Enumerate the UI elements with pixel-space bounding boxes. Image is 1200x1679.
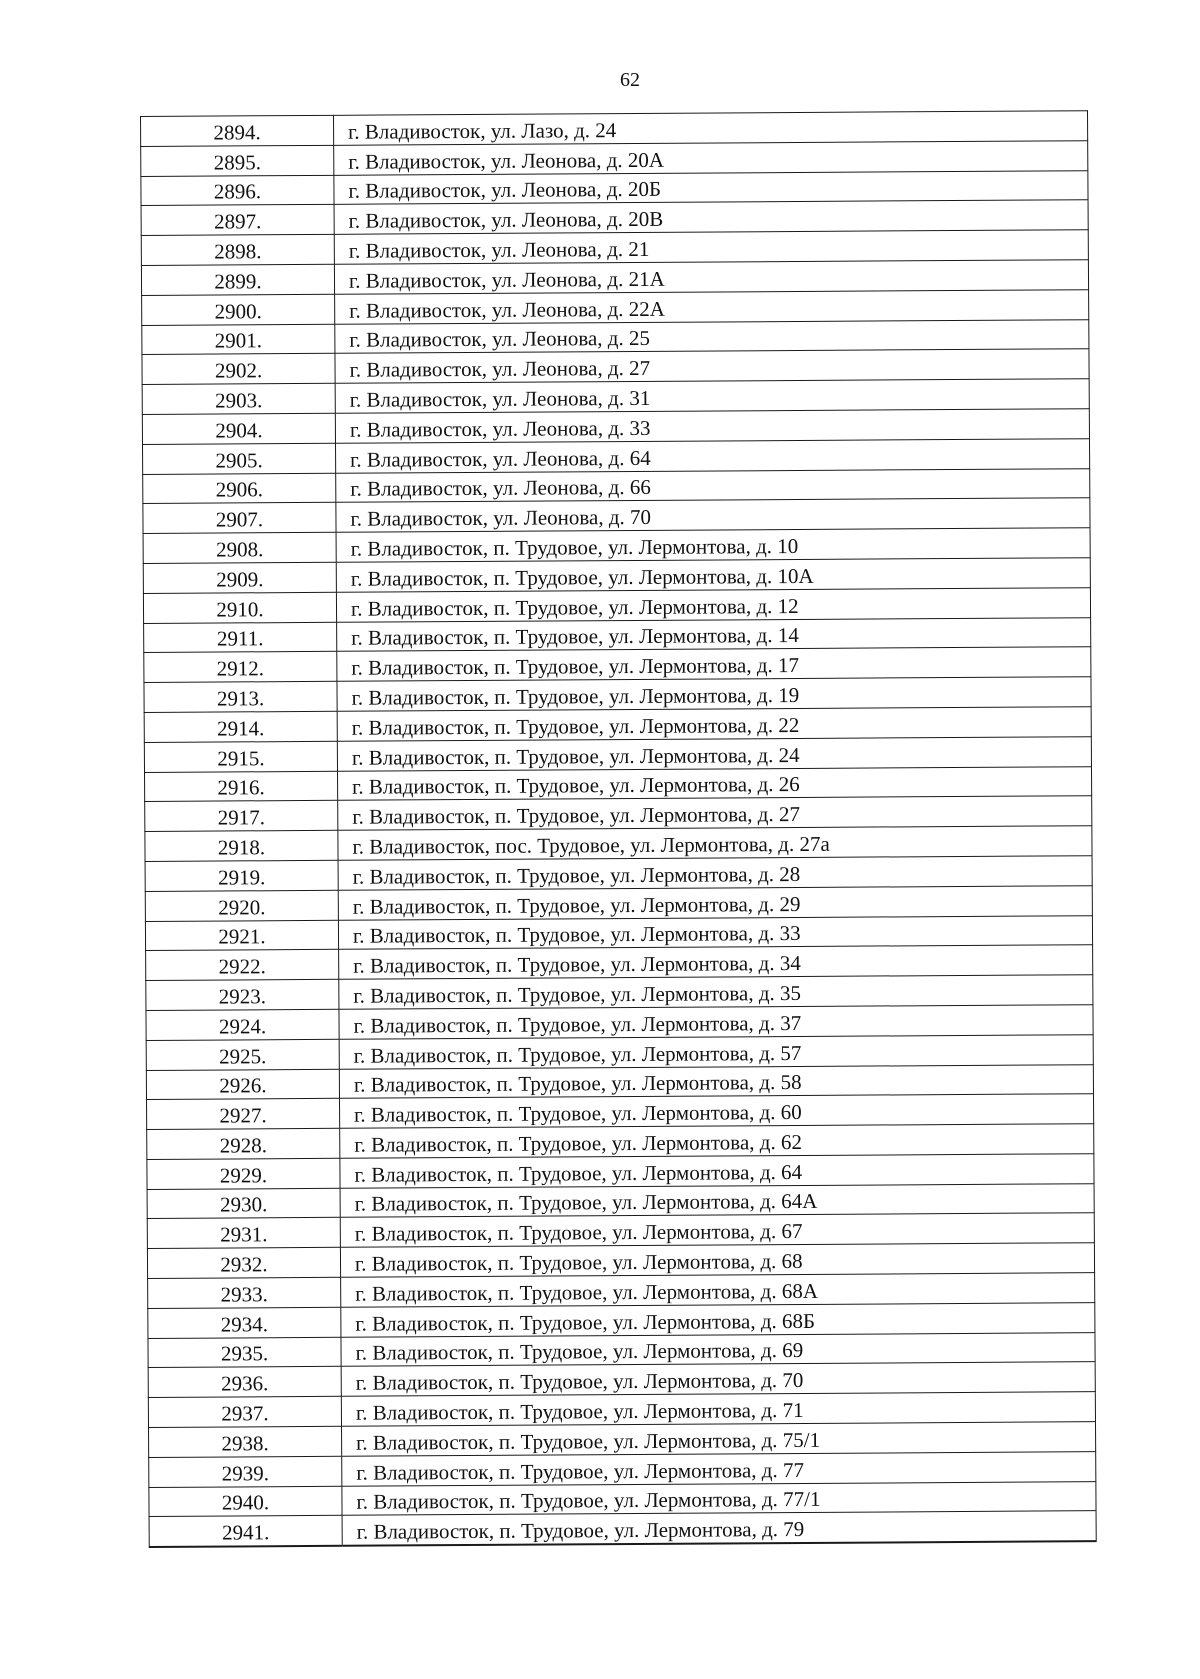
address-cell: г. Владивосток, ул. Леонова, д. 66 — [336, 468, 1090, 502]
row-number-cell: 2917. — [145, 801, 338, 832]
address-cell: г. Владивосток, п. Трудовое, ул. Лермонтова, д. 17 — [337, 647, 1091, 681]
row-number-cell: 2931. — [147, 1218, 340, 1249]
row-number-cell: 2928. — [147, 1128, 340, 1159]
address-cell: г. Владивосток, пос. Трудовое, ул. Лермонтова, д. 27а — [338, 826, 1092, 860]
address-table-body — [141, 111, 1097, 1548]
address-cell: г. Владивосток, п. Трудовое, ул. Лермонтова, д. 70 — [341, 1362, 1095, 1396]
row-number-cell: 2901. — [142, 324, 335, 355]
address-cell: г. Владивосток, п. Трудовое, ул. Лермонтова, д. 29 — [338, 885, 1092, 919]
row-number-cell: 2936. — [148, 1367, 341, 1398]
row-number-cell: 2895. — [141, 145, 334, 176]
address-cell: г. Владивосток, ул. Леонова, д. 31 — [335, 379, 1089, 413]
row-number-cell: 2924. — [146, 1009, 339, 1040]
row-number-cell: 2897. — [141, 205, 334, 236]
address-cell: г. Владивосток, ул. Леонова, д. 27 — [335, 349, 1089, 383]
address-cell: г. Владивосток, п. Трудовое, ул. Лермонтова, д. 77 — [342, 1452, 1096, 1486]
row-number-cell: 2900. — [142, 294, 335, 325]
address-cell: г. Владивосток, п. Трудовое, ул. Лермонтова, д. 10А — [336, 558, 1090, 592]
row-number-cell: 2915. — [144, 741, 337, 772]
row-number-cell: 2923. — [146, 979, 339, 1010]
address-cell: г. Владивосток, п. Трудовое, ул. Лермонтова, д. 35 — [339, 975, 1093, 1009]
address-cell: г. Владивосток, п. Трудовое, ул. Лермонтова, д. 67 — [340, 1213, 1094, 1247]
row-number-cell: 2899. — [141, 264, 334, 295]
row-number-cell: 2908. — [143, 532, 336, 563]
address-cell: г. Владивосток, п. Трудовое, ул. Лермонтова, д. 24 — [337, 736, 1091, 770]
row-number-cell: 2935. — [148, 1337, 341, 1368]
row-number-cell: 2896. — [141, 175, 334, 206]
row-number-cell: 2898. — [141, 235, 334, 266]
row-number-cell: 2919. — [145, 860, 338, 891]
row-number-cell: 2934. — [148, 1307, 341, 1338]
row-number-cell: 2925. — [146, 1039, 339, 1070]
address-cell: г. Владивосток, ул. Леонова, д. 20В — [334, 200, 1088, 234]
address-cell: г. Владивосток, п. Трудовое, ул. Лермонтова, д. 77/1 — [342, 1481, 1096, 1515]
row-number-cell: 2918. — [145, 830, 338, 861]
address-cell: г. Владивосток, п. Трудовое, ул. Лермонтова, д. 33 — [338, 915, 1092, 949]
row-number-cell: 2921. — [145, 920, 338, 951]
address-cell: г. Владивосток, п. Трудовое, ул. Лермонтова, д. 71 — [341, 1392, 1095, 1426]
address-cell: г. Владивосток, п. Трудовое, ул. Лермонтова, д. 64А — [340, 1183, 1094, 1217]
address-cell: г. Владивосток, п. Трудовое, ул. Лермонтова, д. 34 — [339, 945, 1093, 979]
address-cell: г. Владивосток, п. Трудовое, ул. Лермонтова, д. 12 — [336, 587, 1090, 621]
row-number-cell: 2906. — [143, 473, 336, 504]
row-number-cell: 2916. — [145, 771, 338, 802]
address-cell: г. Владивосток, ул. Лазо, д. 24 — [333, 111, 1087, 145]
address-cell: г. Владивосток, ул. Леонова, д. 21 — [334, 230, 1088, 264]
address-cell: г. Владивосток, ул. Леонова, д. 25 — [335, 319, 1089, 353]
address-cell: г. Владивосток, п. Трудовое, ул. Лермонтова, д. 19 — [337, 677, 1091, 711]
address-cell: г. Владивосток, п. Трудовое, ул. Лермонтова, д. 26 — [338, 766, 1092, 800]
row-number-cell: 2933. — [148, 1277, 341, 1308]
row-number-cell: 2932. — [147, 1248, 340, 1279]
row-number-cell: 2903. — [142, 383, 335, 414]
address-cell: г. Владивосток, п. Трудовое, ул. Лермонтова, д. 14 — [337, 617, 1091, 651]
address-cell: г. Владивосток, ул. Леонова, д. 33 — [335, 409, 1089, 443]
row-number-cell: 2914. — [144, 711, 337, 742]
row-number-cell: 2941. — [149, 1516, 342, 1547]
address-cell: г. Владивосток, п. Трудовое, ул. Лермонтова, д. 68Б — [341, 1303, 1095, 1337]
address-cell: г. Владивосток, ул. Леонова, д. 21А — [334, 260, 1088, 294]
row-number-cell: 2910. — [143, 592, 336, 623]
address-cell: г. Владивосток, п. Трудовое, ул. Лермонтова, д. 79 — [342, 1511, 1096, 1546]
row-number-cell: 2904. — [142, 413, 335, 444]
address-cell: г. Владивосток, п. Трудовое, ул. Лермонтова, д. 57 — [339, 1034, 1093, 1068]
address-cell: г. Владивосток, п. Трудовое, ул. Лермонтова, д. 37 — [339, 1005, 1093, 1039]
row-number-cell: 2927. — [147, 1099, 340, 1130]
address-cell: г. Владивосток, п. Трудовое, ул. Лермонтова, д. 68 — [340, 1243, 1094, 1277]
row-number-cell: 2911. — [144, 622, 337, 653]
page-number: 62 — [620, 69, 640, 91]
row-number-cell: 2926. — [146, 1069, 339, 1100]
address-cell: г. Владивосток, ул. Леонова, д. 70 — [336, 498, 1090, 532]
row-number-cell: 2913. — [144, 681, 337, 712]
row-number-cell: 2937. — [148, 1397, 341, 1428]
row-number-cell: 2940. — [149, 1486, 342, 1517]
address-cell: г. Владивосток, п. Трудовое, ул. Лермонтова, д. 75/1 — [342, 1422, 1096, 1456]
row-number-cell: 2922. — [146, 950, 339, 981]
row-number-cell: 2930. — [147, 1188, 340, 1219]
address-cell: г. Владивосток, ул. Леонова, д. 20Б — [334, 170, 1088, 204]
address-cell: г. Владивосток, п. Трудовое, ул. Лермонтова, д. 64 — [340, 1154, 1094, 1188]
row-number-cell: 2929. — [147, 1158, 340, 1189]
table-row — [149, 1511, 1096, 1547]
address-table — [140, 110, 1097, 1548]
row-number-cell: 2907. — [143, 503, 336, 534]
row-number-cell: 2909. — [143, 562, 336, 593]
address-cell: г. Владивосток, п. Трудовое, ул. Лермонтова, д. 58 — [339, 1064, 1093, 1098]
row-number-cell: 2902. — [142, 354, 335, 385]
address-cell: г. Владивосток, п. Трудовое, ул. Лермонтова, д. 69 — [341, 1332, 1095, 1366]
row-number-cell: 2912. — [144, 652, 337, 683]
address-cell: г. Владивосток, п. Трудовое, ул. Лермонтова, д. 60 — [340, 1094, 1094, 1128]
row-number-cell: 2938. — [149, 1426, 342, 1457]
row-number-cell: 2905. — [143, 443, 336, 474]
address-cell: г. Владивосток, п. Трудовое, ул. Лермонтова, д. 68А — [341, 1273, 1095, 1307]
address-cell: г. Владивосток, п. Трудовое, ул. Лермонтова, д. 28 — [338, 856, 1092, 890]
row-number-cell: 2939. — [149, 1456, 342, 1487]
address-cell: г. Владивосток, п. Трудовое, ул. Лермонтова, д. 22 — [337, 707, 1091, 741]
address-cell: г. Владивосток, п. Трудовое, ул. Лермонтова, д. 27 — [338, 796, 1092, 830]
address-cell: г. Владивосток, ул. Леонова, д. 22А — [335, 289, 1089, 323]
row-number-cell: 2894. — [141, 115, 334, 146]
row-number-cell: 2920. — [145, 890, 338, 921]
address-cell: г. Владивосток, п. Трудовое, ул. Лермонтова, д. 62 — [340, 1124, 1094, 1158]
address-cell: г. Владивосток, ул. Леонова, д. 64 — [336, 438, 1090, 472]
address-cell: г. Владивосток, ул. Леонова, д. 20А — [334, 141, 1088, 175]
address-cell: г. Владивосток, п. Трудовое, ул. Лермонтова, д. 10 — [336, 528, 1090, 562]
